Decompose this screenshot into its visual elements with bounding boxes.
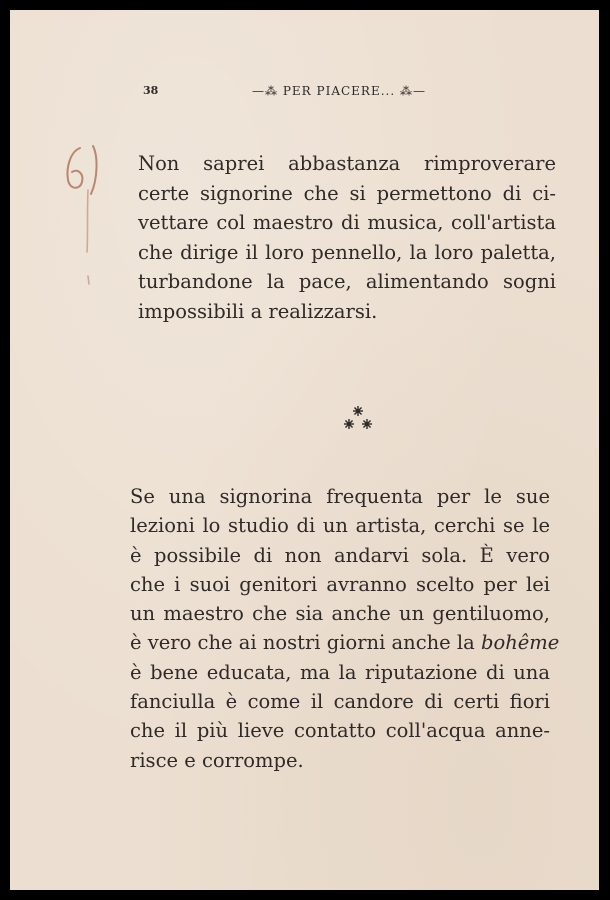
- text-line: [130, 628, 560, 657]
- line-text: è vero che ai nostri giorni anche la: [130, 631, 475, 655]
- text-line: impossibili a realizzarsi.: [138, 299, 378, 323]
- page-number: 38: [143, 84, 159, 97]
- text-line: vettare col maestro di musica, coll'artista: [138, 211, 556, 235]
- asterism-ornament: [338, 402, 378, 436]
- book-page: [10, 10, 599, 890]
- text-line: Non saprei abbastanza rimproverare: [138, 152, 556, 175]
- italic-word: bohême: [480, 631, 560, 655]
- text-line: che il più lieve contatto coll'acqua anne-: [130, 719, 550, 743]
- text-line: è bene educata, ma la riputazione di una: [130, 660, 550, 684]
- text-line: certe signorine che si permettono di ci-: [138, 181, 556, 205]
- handwritten-annotation: [60, 134, 110, 294]
- page-header: [10, 84, 599, 104]
- text-line: fanciulla è come il candore di certi fiori: [130, 690, 550, 714]
- text-line: è possibile di non andarvi sola. È vero: [130, 543, 550, 567]
- running-head: —⁂ PER PIACERE... ⁂—: [252, 84, 426, 98]
- text-line: che dirige il loro pennello, la loro paletta,: [138, 240, 556, 264]
- text-line: risce e corrompe.: [130, 748, 304, 772]
- text-line: che i suoi genitori avranno scelto per lei: [130, 572, 550, 596]
- paragraph-2: [130, 482, 560, 775]
- text-line: un maestro che sia anche un gentiluomo,: [130, 602, 550, 626]
- paragraph-1: [138, 149, 556, 327]
- text-line: Se una signorina frequenta per le sue: [130, 485, 550, 508]
- text-line: turbandone la pace, alimentando sogni: [138, 270, 556, 294]
- text-line: lezioni lo studio di un artista, cerchi se le: [130, 514, 550, 538]
